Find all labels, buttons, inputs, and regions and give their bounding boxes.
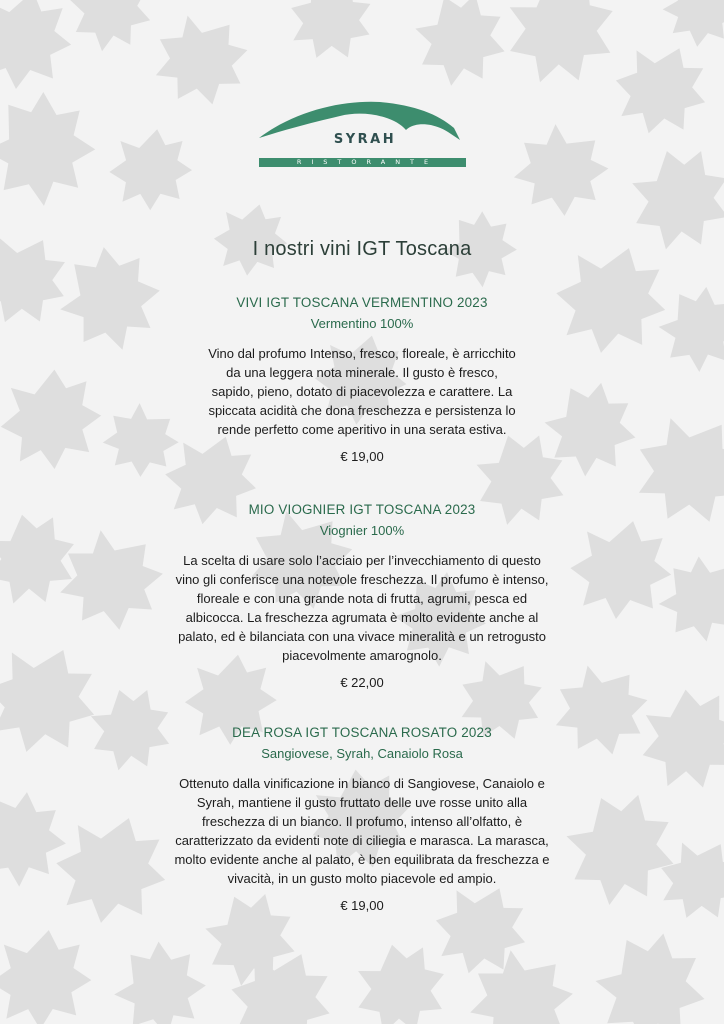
wine-price: € 19,00: [340, 449, 384, 464]
syrah-logo: [256, 96, 468, 180]
wine-name: DEA ROSA IGT TOSCANA ROSATO 2023: [232, 725, 492, 740]
logo-name: SYRAH: [333, 132, 397, 147]
wine-price: € 19,00: [340, 898, 384, 913]
wine-entry: [150, 723, 574, 915]
page-title: I nostri vini IGT Toscana: [252, 238, 472, 260]
wine-description: Vino dal profumo Intenso, fresco, floreale, è arricchito da una leggera nota minerale. Il gusto è fresco, sapido, pieno, dotato di piacevolezza e carattere. La spiccata acidità che dona freschezza e persistenza lo rende perfetto come aperitivo in una serata estiva.: [208, 346, 516, 437]
wine-grape: Sangiovese, Syrah, Canaiolo Rosa: [261, 746, 463, 761]
wine-grape: Viognier 100%: [319, 523, 405, 538]
wine-entry: [150, 293, 574, 466]
wine-name: MIO VIOGNIER IGT TOSCANA 2023: [248, 502, 476, 517]
wine-name: VIVI IGT TOSCANA VERMENTINO 2023: [236, 295, 488, 310]
wine-grape: Vermentino 100%: [310, 316, 414, 331]
wine-description: Ottenuto dalla vinificazione in bianco di Sangiovese, Canaiolo e Syrah, mantiene il gusto fruttato delle uve rosse unito alla freschezza di un bianco. Il profumo, intenso all’olfatto, è caratterizzato da evidenti note di ciliegia e marasca. La marasca, molto evidente anche al palato, è ben equilibrata da freschezza e vivacità, in un gusto molto piacevole ed ampio.: [174, 776, 550, 886]
wine-entry: [150, 500, 574, 692]
wine-description: La scelta di usare solo l’acciaio per l’invecchiamento di questo vino gli conferisce una notevole freschezza. Il profumo è intenso, floreale e con una grande nota di frutta, agrumi, pesca ed albicocca. La freschezza agrumata è molto evidente anche al palato, ed è bilanciata con una vivace mineralità e un retrogusto piacevolmente amarognolo.: [175, 553, 549, 663]
logo-subtitle: RISTORANTE: [259, 158, 466, 167]
wine-price: € 22,00: [340, 675, 384, 690]
